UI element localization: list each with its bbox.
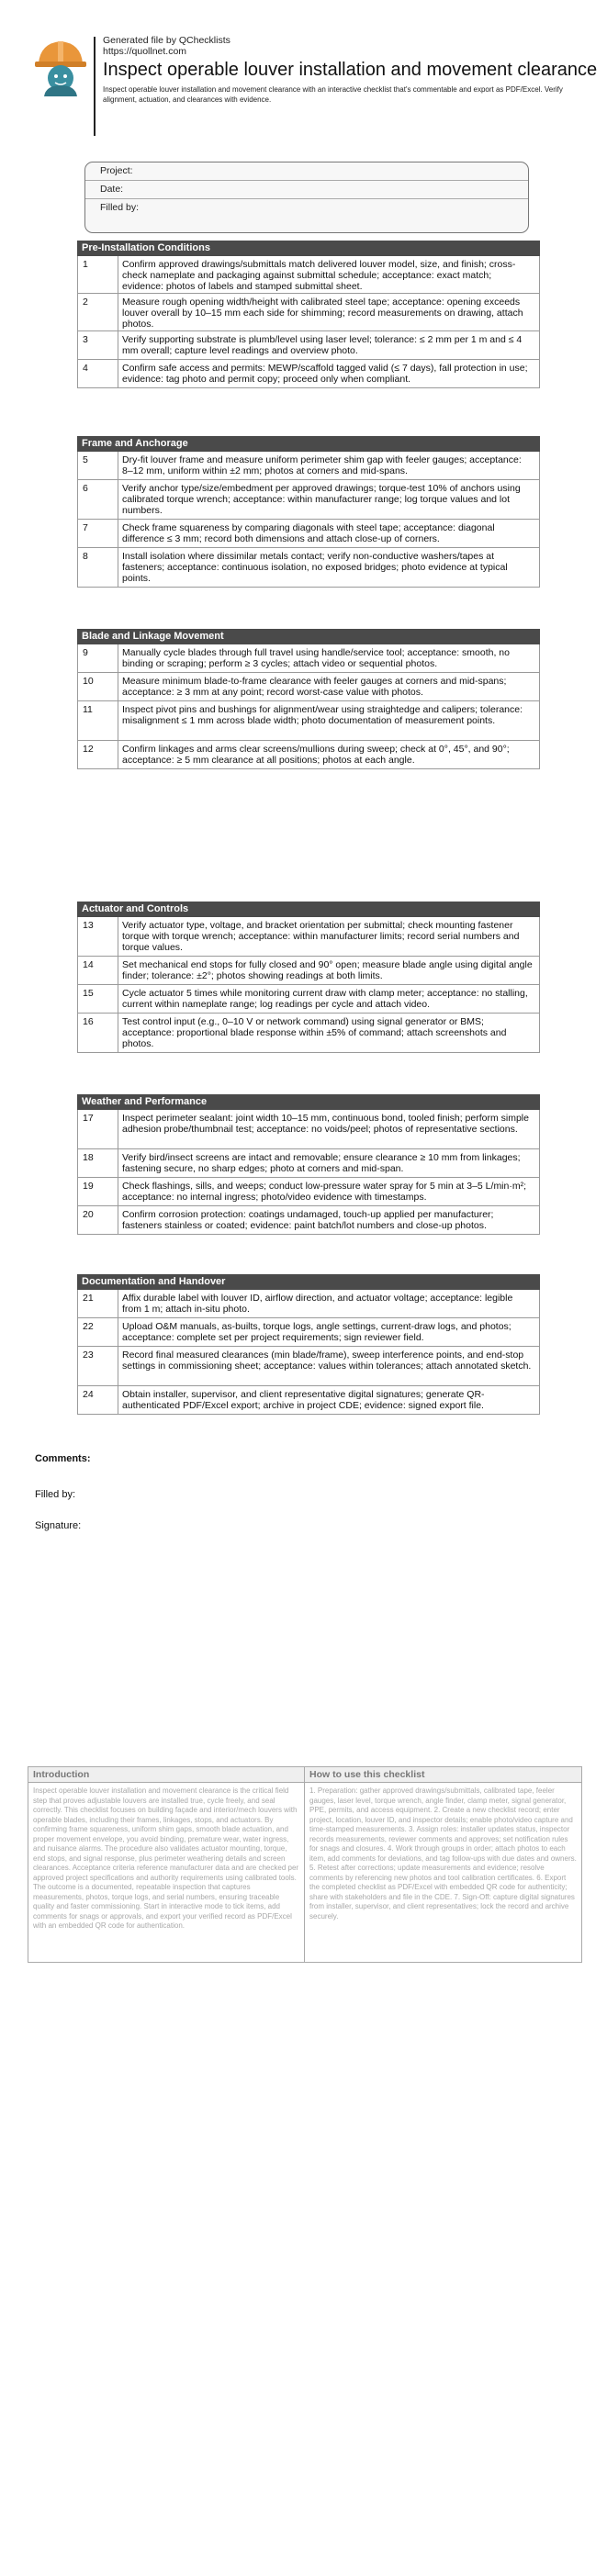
item-number: 13 (78, 917, 118, 956)
section-weather-performance (77, 1094, 540, 1235)
how-to-heading: How to use this checklist (305, 1767, 581, 1783)
item-text: Verify actuator type, voltage, and bracket orientation per submittal; check mounting fastener torque with torque wrench; acceptance: within manufacturer limits; record serial numbers and torque values. (122, 920, 520, 953)
item-text: Affix durable label with louver ID, airflow direction, and actuator voltage; acceptance: legible from 1 m; attach in-situ photo. (122, 1293, 513, 1315)
item-number: 9 (78, 644, 118, 672)
checklist-item[interactable] (77, 741, 540, 769)
how-to-text: 1. Preparation: gather approved drawings/submittals, calibrated tape, feeler gauges, laser level, torque wrench, angle finder, clamp meter, signal generator, PPE, permits, and access equipment. 2. Create a new checklist record; enter project, location, louver ID, and inspector details; enable photo/video capture and time-stamped measurements. 3. Assign roles: installer updates status, inspector records measurements, reviewer comments and approves; set notification rules for snags and closures. 4. Work through groups in order; attach photos to each item, add comments for deviations, and tag follow-ups with due dates and owners. 5. Retest after corrections; update measurements and evidence; resolve comments by referencing new photos and tool calibration certificates. 6. Export the completed checklist as PDF/Excel with embedded QR code for authenticity; share with stakeholders and file in the CDE. 7. Sign-Off: capture digital signatures from installer, supervisor, and client representatives; lock the record and archive securely. (309, 1786, 577, 1921)
item-text: Set mechanical end stops for fully closed and 90° open; measure blade angle using digital angle finder; tolerance: ±2°; photos showing readings at both limits. (122, 959, 533, 981)
checklist-item[interactable] (77, 985, 540, 1014)
project-field[interactable]: Project: (85, 162, 528, 181)
section-title: Documentation and Handover (77, 1274, 540, 1290)
item-text: Cycle actuator 5 times while monitoring current draw with clamp meter; acceptance: no stalling, current within nameplate range; log readings per cycle and attach video. (122, 988, 528, 1010)
filled-by-signoff-label: Filled by: (35, 1489, 76, 1500)
item-number: 2 (78, 294, 118, 330)
item-number: 7 (78, 520, 118, 547)
item-number: 15 (78, 985, 118, 1013)
item-text: Confirm linkages and arms clear screens/mullions during sweep; check at 0°, 45°, and 90°; acceptance: ≥ 5 mm clearance at all positions; photos at each angle. (122, 744, 510, 766)
item-text: Check frame squareness by comparing diagonals with steel tape; acceptance: diagonal difference ≤ 3 mm; record both dimensions and attach close-up of corners. (122, 522, 495, 544)
item-number: 24 (78, 1386, 118, 1414)
section-actuator-controls (77, 902, 540, 1053)
item-number: 1 (78, 256, 118, 293)
item-number: 17 (78, 1110, 118, 1148)
item-text: Verify supporting substrate is plumb/level using laser level; tolerance: ≤ 2 mm per 1 m and ≤ 4 mm overall; capture level readings and overview photo. (122, 334, 523, 356)
worker-helmet-logo-icon (33, 36, 88, 96)
guide-box (28, 1766, 582, 1963)
checklist-item[interactable] (77, 520, 540, 548)
project-info-box (84, 162, 529, 233)
item-text: Manually cycle blades through full travel using handle/service tool; acceptance: smooth, no binding or scraping; perform ≥ 3 cycles; attach video or sequential photos. (122, 647, 510, 669)
checklist-item[interactable] (77, 256, 540, 294)
item-number: 18 (78, 1149, 118, 1177)
item-text: Obtain installer, supervisor, and client representative digital signatures; generate QR-authenticated PDF/Excel export; archive in project CDE; evidence: signed export file. (122, 1389, 485, 1411)
item-number: 16 (78, 1014, 118, 1052)
checklist-item[interactable] (77, 1014, 540, 1053)
item-number: 21 (78, 1290, 118, 1317)
item-number: 23 (78, 1347, 118, 1385)
item-number: 20 (78, 1206, 118, 1234)
checklist-item[interactable] (77, 1290, 540, 1318)
checklist-item[interactable] (77, 1149, 540, 1178)
item-number: 12 (78, 741, 118, 768)
checklist-item[interactable] (77, 548, 540, 588)
section-pre-installation (77, 241, 540, 388)
item-text: Measure minimum blade-to-frame clearance with feeler gauges at corners and mid-spans; acceptance: ≥ 3 mm at any point; record worst-case value with photos. (122, 676, 507, 698)
item-text: Confirm corrosion protection: coatings undamaged, touch-up applied per manufacturer; fasteners stainless or coated; evidence: paint batch/lot numbers and close-up photos. (122, 1209, 494, 1231)
source-url-link[interactable]: https://quollnet.com (103, 46, 187, 57)
item-text: Inspect perimeter sealant: joint width 10–15 mm, continuous bond, tooled finish; perform simple adhesion probe/thumbnail test; acceptance: no voids/peel; photos of representative sections. (122, 1113, 529, 1135)
section-title: Pre-Installation Conditions (77, 241, 540, 256)
checklist-item[interactable] (77, 957, 540, 985)
item-text: Record final measured clearances (min blade/frame), sweep interference points, and end-stop settings in commissioning sheet; acceptance: values within tolerances; attach annotated sketch. (122, 1350, 532, 1372)
item-number: 19 (78, 1178, 118, 1205)
section-frame-anchorage (77, 436, 540, 588)
item-text: Inspect pivot pins and bushings for alignment/wear using straightedge and calipers; tolerance: misalignment ≤ 1 mm across blade width; photo documentation of measurement points. (122, 704, 523, 726)
item-text: Upload O&M manuals, as-builts, torque logs, angle settings, current-draw logs, and photos; acceptance: complete set per project requirements; sign reviewer field. (122, 1321, 511, 1343)
checklist-item[interactable] (77, 1318, 540, 1347)
section-title: Frame and Anchorage (77, 436, 540, 452)
checklist-item[interactable] (77, 1206, 540, 1235)
checklist-item[interactable] (77, 1347, 540, 1386)
introduction-column (28, 1767, 305, 1962)
introduction-text: Inspect operable louver installation and movement clearance is the critical field step that proves adjustable louvers are installed true, cycle freely, and seal correctly. This checklist focuses on building façade and interior/mech louvers with operable blades, including their frames, linkages, stops, and actuators. By confirming frame squareness, uniform shim gaps, smooth blade actuation, and proper movement envelope, you avoid binding, premature wear, water ingress, and nuisance alarms. The procedure also validates actuator mounting, torque, end stops, and signal response, plus perimeter weathering details and screen clearances. Acceptance criteria reference manufacturer data and are checked per approved project specifications and authority requirements using calibrated tools. The outcome is a documented, repeatable inspection that captures measurements, photos, torque logs, and serial numbers, ensuring traceable quality and faster commissioning. Start in interactive mode to tick items, add comments for snags or approvals, and export your verified record as PDF/Excel with an embedded QR code for authentication. (33, 1786, 299, 1930)
checklist-item[interactable] (77, 673, 540, 701)
item-text: Measure rough opening width/height with calibrated steel tape; acceptance: opening exceeds louver overall by 10–15 mm each side for shimming; record measurements on drawing, attach photos. (122, 297, 523, 330)
item-text: Test control input (e.g., 0–10 V or network command) using signal generator or BMS; acceptance: proportional blade response within ±5% of command; attach screenshots and photos. (122, 1016, 507, 1049)
item-number: 14 (78, 957, 118, 984)
checklist-item[interactable] (77, 917, 540, 957)
section-blade-linkage (77, 629, 540, 769)
item-number: 8 (78, 548, 118, 587)
generated-by-label: Generated file by QChecklists (103, 35, 230, 46)
checklist-item[interactable] (77, 480, 540, 520)
section-title: Actuator and Controls (77, 902, 540, 917)
item-text: Verify anchor type/size/embedment per approved drawings; torque-test 10% of anchors using calibrated torque wrench; acceptance: within manufacturer range; log torque values and lot numbers. (122, 483, 521, 516)
checklist-item[interactable] (77, 701, 540, 741)
item-number: 10 (78, 673, 118, 700)
checklist-item[interactable] (77, 452, 540, 480)
item-text: Dry-fit louver frame and measure uniform perimeter shim gap with feeler gauges; acceptance: 8–12 mm, uniform within ±2 mm; photos at corners and mid-spans. (122, 454, 522, 476)
document-header (33, 31, 598, 141)
document-description: Inspect operable louver installation and movement clearance with an interactive checklist that's commentable and export as PDF/Excel. Verify alignment, actuation, and clearances with evidence. (103, 85, 563, 104)
checklist-item[interactable] (77, 331, 540, 360)
item-number: 5 (78, 452, 118, 479)
item-number: 3 (78, 331, 118, 359)
section-documentation-handover (77, 1274, 540, 1415)
checklist-item[interactable] (77, 1110, 540, 1149)
item-text: Verify bird/insect screens are intact and removable; ensure clearance ≥ 10 mm from linkages; fastening secure, no sharp edges; photo at corners and mid-span. (122, 1152, 521, 1174)
item-text: Install isolation where dissimilar metals contact; verify non-conductive washers/tapes at fasteners; acceptance: continuous isolation, no exposed bridges; photo evidence at typical points. (122, 551, 508, 584)
item-text: Confirm approved drawings/submittals match delivered louver model, size, and finish; cross-check nameplate and packaging against submittal schedule; acceptance: exact match; evidence: photos of labels and stamped submittal sheet. (122, 259, 516, 292)
section-title: Weather and Performance (77, 1094, 540, 1110)
date-field[interactable]: Date: (85, 181, 528, 199)
header-divider (94, 37, 96, 136)
introduction-heading: Introduction (28, 1767, 304, 1783)
comments-label: Comments: (35, 1453, 91, 1464)
section-title: Blade and Linkage Movement (77, 629, 540, 644)
document-title: Inspect operable louver installation and movement clearance (103, 60, 598, 80)
checklist-item[interactable] (77, 644, 540, 673)
item-number: 22 (78, 1318, 118, 1346)
checklist-item[interactable] (77, 1178, 540, 1206)
item-text: Check flashings, sills, and weeps; conduct low-pressure water spray for 5 min at 3–5 L/min·m²; acceptance: no internal ingress; photo/video evidence with timestamps. (122, 1181, 527, 1203)
item-text: Confirm safe access and permits: MEWP/scaffold tagged valid (≤ 7 days), fall protection in use; evidence: tag photo and permit copy; proceed only when compliant. (122, 363, 528, 385)
filled-by-field[interactable]: Filled by: (100, 202, 140, 213)
checklist-item[interactable] (77, 1386, 540, 1415)
how-to-column (305, 1767, 581, 1962)
item-number: 11 (78, 701, 118, 740)
checklist-item[interactable] (77, 360, 540, 388)
item-number: 6 (78, 480, 118, 519)
signature-label: Signature: (35, 1520, 82, 1531)
item-number: 4 (78, 360, 118, 387)
checklist-item[interactable] (77, 294, 540, 331)
